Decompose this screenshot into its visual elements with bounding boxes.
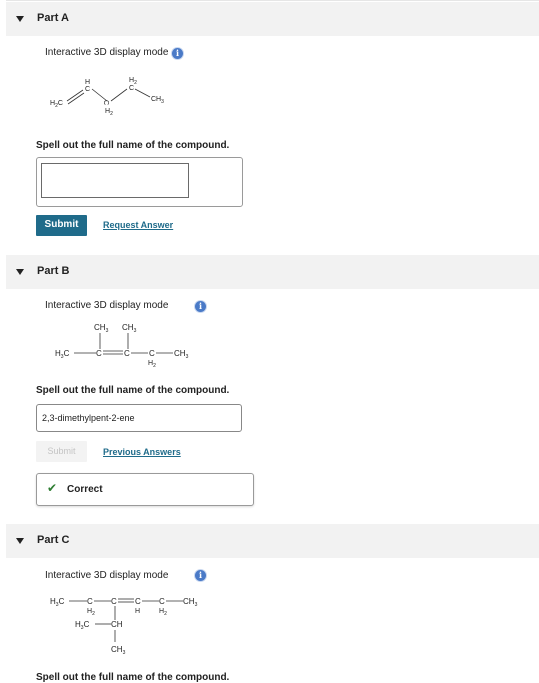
- part-a-atom-c-bottom: C: [102, 100, 109, 106]
- submit-button-disabled: Submit: [36, 441, 87, 462]
- part-c-atom-h2-1: $H_2$: [87, 608, 95, 617]
- part-a-structure: [40, 70, 240, 120]
- part-b-atom-c1: C: [96, 349, 102, 358]
- part-c-atom-ch3-end: $CH_3$: [183, 597, 198, 608]
- part-c-atom-c4: C: [159, 597, 165, 606]
- part-c-atom-h3c-branch: $H_3C$: [75, 620, 90, 631]
- feedback-correct-box: [36, 473, 254, 506]
- part-c-structure: [45, 590, 225, 660]
- part-b-atom-c2: C: [124, 349, 130, 358]
- part-c-atom-h3c: $H_3C$: [50, 597, 65, 608]
- submit-button[interactable]: Submit: [36, 215, 87, 236]
- part-b-atom-ch3-b: $CH_3$: [122, 323, 137, 334]
- part-a-atom-h2-top: $H_2$: [129, 77, 137, 86]
- part-a-display-mode-label: Interactive 3D display mode: [45, 47, 169, 58]
- part-a-prompt: Spell out the full name of the compound.: [36, 140, 230, 151]
- part-b-atom-h2: $H_2$: [148, 360, 156, 369]
- top-divider: [6, 0, 539, 1]
- part-c-atom-c3: C: [135, 597, 141, 606]
- info-icon[interactable]: i: [195, 301, 206, 312]
- part-b-answer-input[interactable]: 2,3-dimethylpent-2-ene: [36, 404, 242, 432]
- part-b-atom-ch3-end: $CH_3$: [174, 349, 189, 360]
- collapse-caret-icon[interactable]: [16, 16, 24, 22]
- part-c-title: Part C: [37, 534, 70, 546]
- previous-answers-link[interactable]: Previous Answers: [103, 447, 181, 457]
- info-icon[interactable]: i: [172, 48, 183, 59]
- checkmark-icon: ✔: [47, 481, 58, 495]
- correct-label: Correct: [67, 484, 103, 495]
- part-b-atom-ch3-a: $CH_3$: [94, 323, 109, 334]
- part-a-atom-c-top: C: [85, 86, 91, 93]
- part-c-atom-h2-4: $H_2$: [159, 608, 167, 617]
- part-a-atom-c-top2: C: [129, 85, 135, 92]
- info-icon[interactable]: i: [195, 570, 206, 581]
- part-b-prompt: Spell out the full name of the compound.: [36, 385, 230, 396]
- part-a-header[interactable]: [6, 2, 539, 36]
- part-c-display-mode-label: Interactive 3D display mode: [45, 570, 169, 581]
- part-a-title: Part A: [37, 12, 69, 24]
- part-b-structure: [50, 318, 220, 370]
- collapse-caret-icon[interactable]: [16, 269, 24, 275]
- part-a-atom-h2-bottom: $H_2$: [105, 108, 113, 117]
- part-b-atom-c3: C: [149, 349, 155, 358]
- part-a-atom-ch3: $CH_3$: [151, 96, 164, 105]
- request-answer-link[interactable]: Request Answer: [103, 220, 174, 230]
- part-b-title: Part B: [37, 265, 70, 277]
- part-c-atom-c1: C: [87, 597, 93, 606]
- part-b-header[interactable]: [6, 255, 539, 289]
- part-c-atom-c2: C: [111, 597, 117, 606]
- part-a-answer-input[interactable]: [41, 163, 189, 198]
- collapse-caret-icon[interactable]: [16, 538, 24, 544]
- part-c-atom-ch: CH: [111, 620, 123, 629]
- part-a-atom-h-top: H: [85, 79, 91, 86]
- part-a-answer-container: [36, 157, 243, 207]
- part-c-header[interactable]: [6, 524, 539, 558]
- part-b-display-mode-label: Interactive 3D display mode: [45, 300, 169, 311]
- part-a-atom-h2c: $H_2C$: [50, 100, 63, 109]
- part-b-atom-h3c: $H_3C$: [55, 349, 70, 360]
- part-c-atom-ch3-bottom: $CH_3$: [111, 645, 126, 656]
- part-c-atom-h-3: H: [135, 608, 141, 615]
- part-c-prompt: Spell out the full name of the compound.: [36, 672, 230, 683]
